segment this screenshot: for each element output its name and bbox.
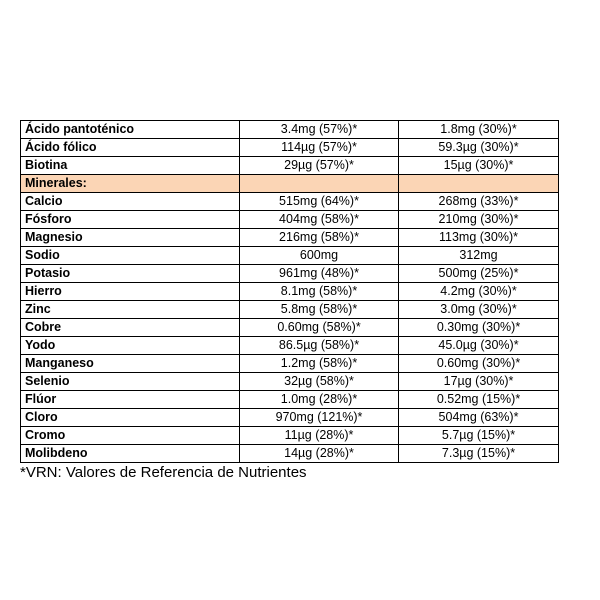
nutrient-name: Ácido pantoténico [21,121,240,139]
nutrient-value-col2: 210mg (30%)* [399,211,559,229]
nutrient-value-col1: 3.4mg (57%)* [240,121,399,139]
nutrient-value-col2: 59.3µg (30%)* [399,139,559,157]
nutrient-value-col2: 3.0mg (30%)* [399,301,559,319]
nutrient-value-col2: 0.60mg (30%)* [399,355,559,373]
nutrient-row [21,283,559,301]
nutrient-row [21,247,559,265]
nutrient-value-col2: 17µg (30%)* [399,373,559,391]
nutrient-name: Ácido fólico [21,139,240,157]
nutrient-value-col1: 32µg (58%)* [240,373,399,391]
section-label: Minerales: [21,175,240,193]
nutrient-row [21,157,559,175]
nutrient-value-col1: 404mg (58%)* [240,211,399,229]
nutrient-name: Hierro [21,283,240,301]
nutrient-value-col1: 114µg (57%)* [240,139,399,157]
nutrition-table-body [21,121,559,463]
nutrient-row [21,265,559,283]
nutrient-row [21,319,559,337]
nutrient-row [21,139,559,157]
nutrient-name: Calcio [21,193,240,211]
nutrition-table [20,120,559,463]
nutrient-name: Manganeso [21,355,240,373]
nutrient-name: Molibdeno [21,445,240,463]
nutrient-value-col2: 0.30mg (30%)* [399,319,559,337]
nutrient-value-col2: 1.8mg (30%)* [399,121,559,139]
nutrient-value-col1: 970mg (121%)* [240,409,399,427]
nutrient-value-col1: 14µg (28%)* [240,445,399,463]
nutrient-value-col2 [399,175,559,193]
nutrient-name: Cobre [21,319,240,337]
nutrient-value-col2: 4.2mg (30%)* [399,283,559,301]
nutrient-name: Yodo [21,337,240,355]
nutrient-row [21,211,559,229]
nutrient-name: Cloro [21,409,240,427]
nutrient-name: Flúor [21,391,240,409]
nutrient-name: Potasio [21,265,240,283]
nutrient-row [21,445,559,463]
nutrient-name: Selenio [21,373,240,391]
nutrient-value-col2: 5.7µg (15%)* [399,427,559,445]
nutrient-name: Magnesio [21,229,240,247]
nutrient-value-col2: 7.3µg (15%)* [399,445,559,463]
nutrient-value-col2: 15µg (30%)* [399,157,559,175]
nutrient-value-col2: 0.52mg (15%)* [399,391,559,409]
nutrient-name: Sodio [21,247,240,265]
nutrient-value-col1: 8.1mg (58%)* [240,283,399,301]
nutrient-value-col2: 312mg [399,247,559,265]
nutrient-value-col1: 5.8mg (58%)* [240,301,399,319]
nutrient-row [21,409,559,427]
nutrient-name: Zinc [21,301,240,319]
nutrient-value-col1: 1.2mg (58%)* [240,355,399,373]
nutrient-name: Fósforo [21,211,240,229]
nutrient-row [21,373,559,391]
nutrient-value-col2: 500mg (25%)* [399,265,559,283]
nutrient-row [21,229,559,247]
nutrient-value-col2: 45.0µg (30%)* [399,337,559,355]
nutrient-value-col1: 86.5µg (58%)* [240,337,399,355]
nutrient-name: Cromo [21,427,240,445]
nutrient-value-col1: 0.60mg (58%)* [240,319,399,337]
nutrient-row [21,427,559,445]
footnote: *VRN: Valores de Referencia de Nutrientes [20,464,307,481]
nutrient-value-col1: 29µg (57%)* [240,157,399,175]
nutrient-value-col2: 113mg (30%)* [399,229,559,247]
nutrient-row [21,355,559,373]
nutrient-value-col1: 1.0mg (28%)* [240,391,399,409]
nutrient-value-col1: 216mg (58%)* [240,229,399,247]
nutrient-value-col1: 600mg [240,247,399,265]
nutrient-name: Biotina [21,157,240,175]
nutrient-row [21,301,559,319]
nutrient-row [21,193,559,211]
nutrient-value-col2: 268mg (33%)* [399,193,559,211]
nutrition-table-container [20,120,558,463]
nutrient-value-col1: 515mg (64%)* [240,193,399,211]
nutrient-value-col2: 504mg (63%)* [399,409,559,427]
nutrient-row [21,121,559,139]
nutrient-row [21,391,559,409]
nutrient-value-col1 [240,175,399,193]
nutrient-value-col1: 11µg (28%)* [240,427,399,445]
nutrient-row [21,337,559,355]
section-header-row [21,175,559,193]
nutrient-value-col1: 961mg (48%)* [240,265,399,283]
